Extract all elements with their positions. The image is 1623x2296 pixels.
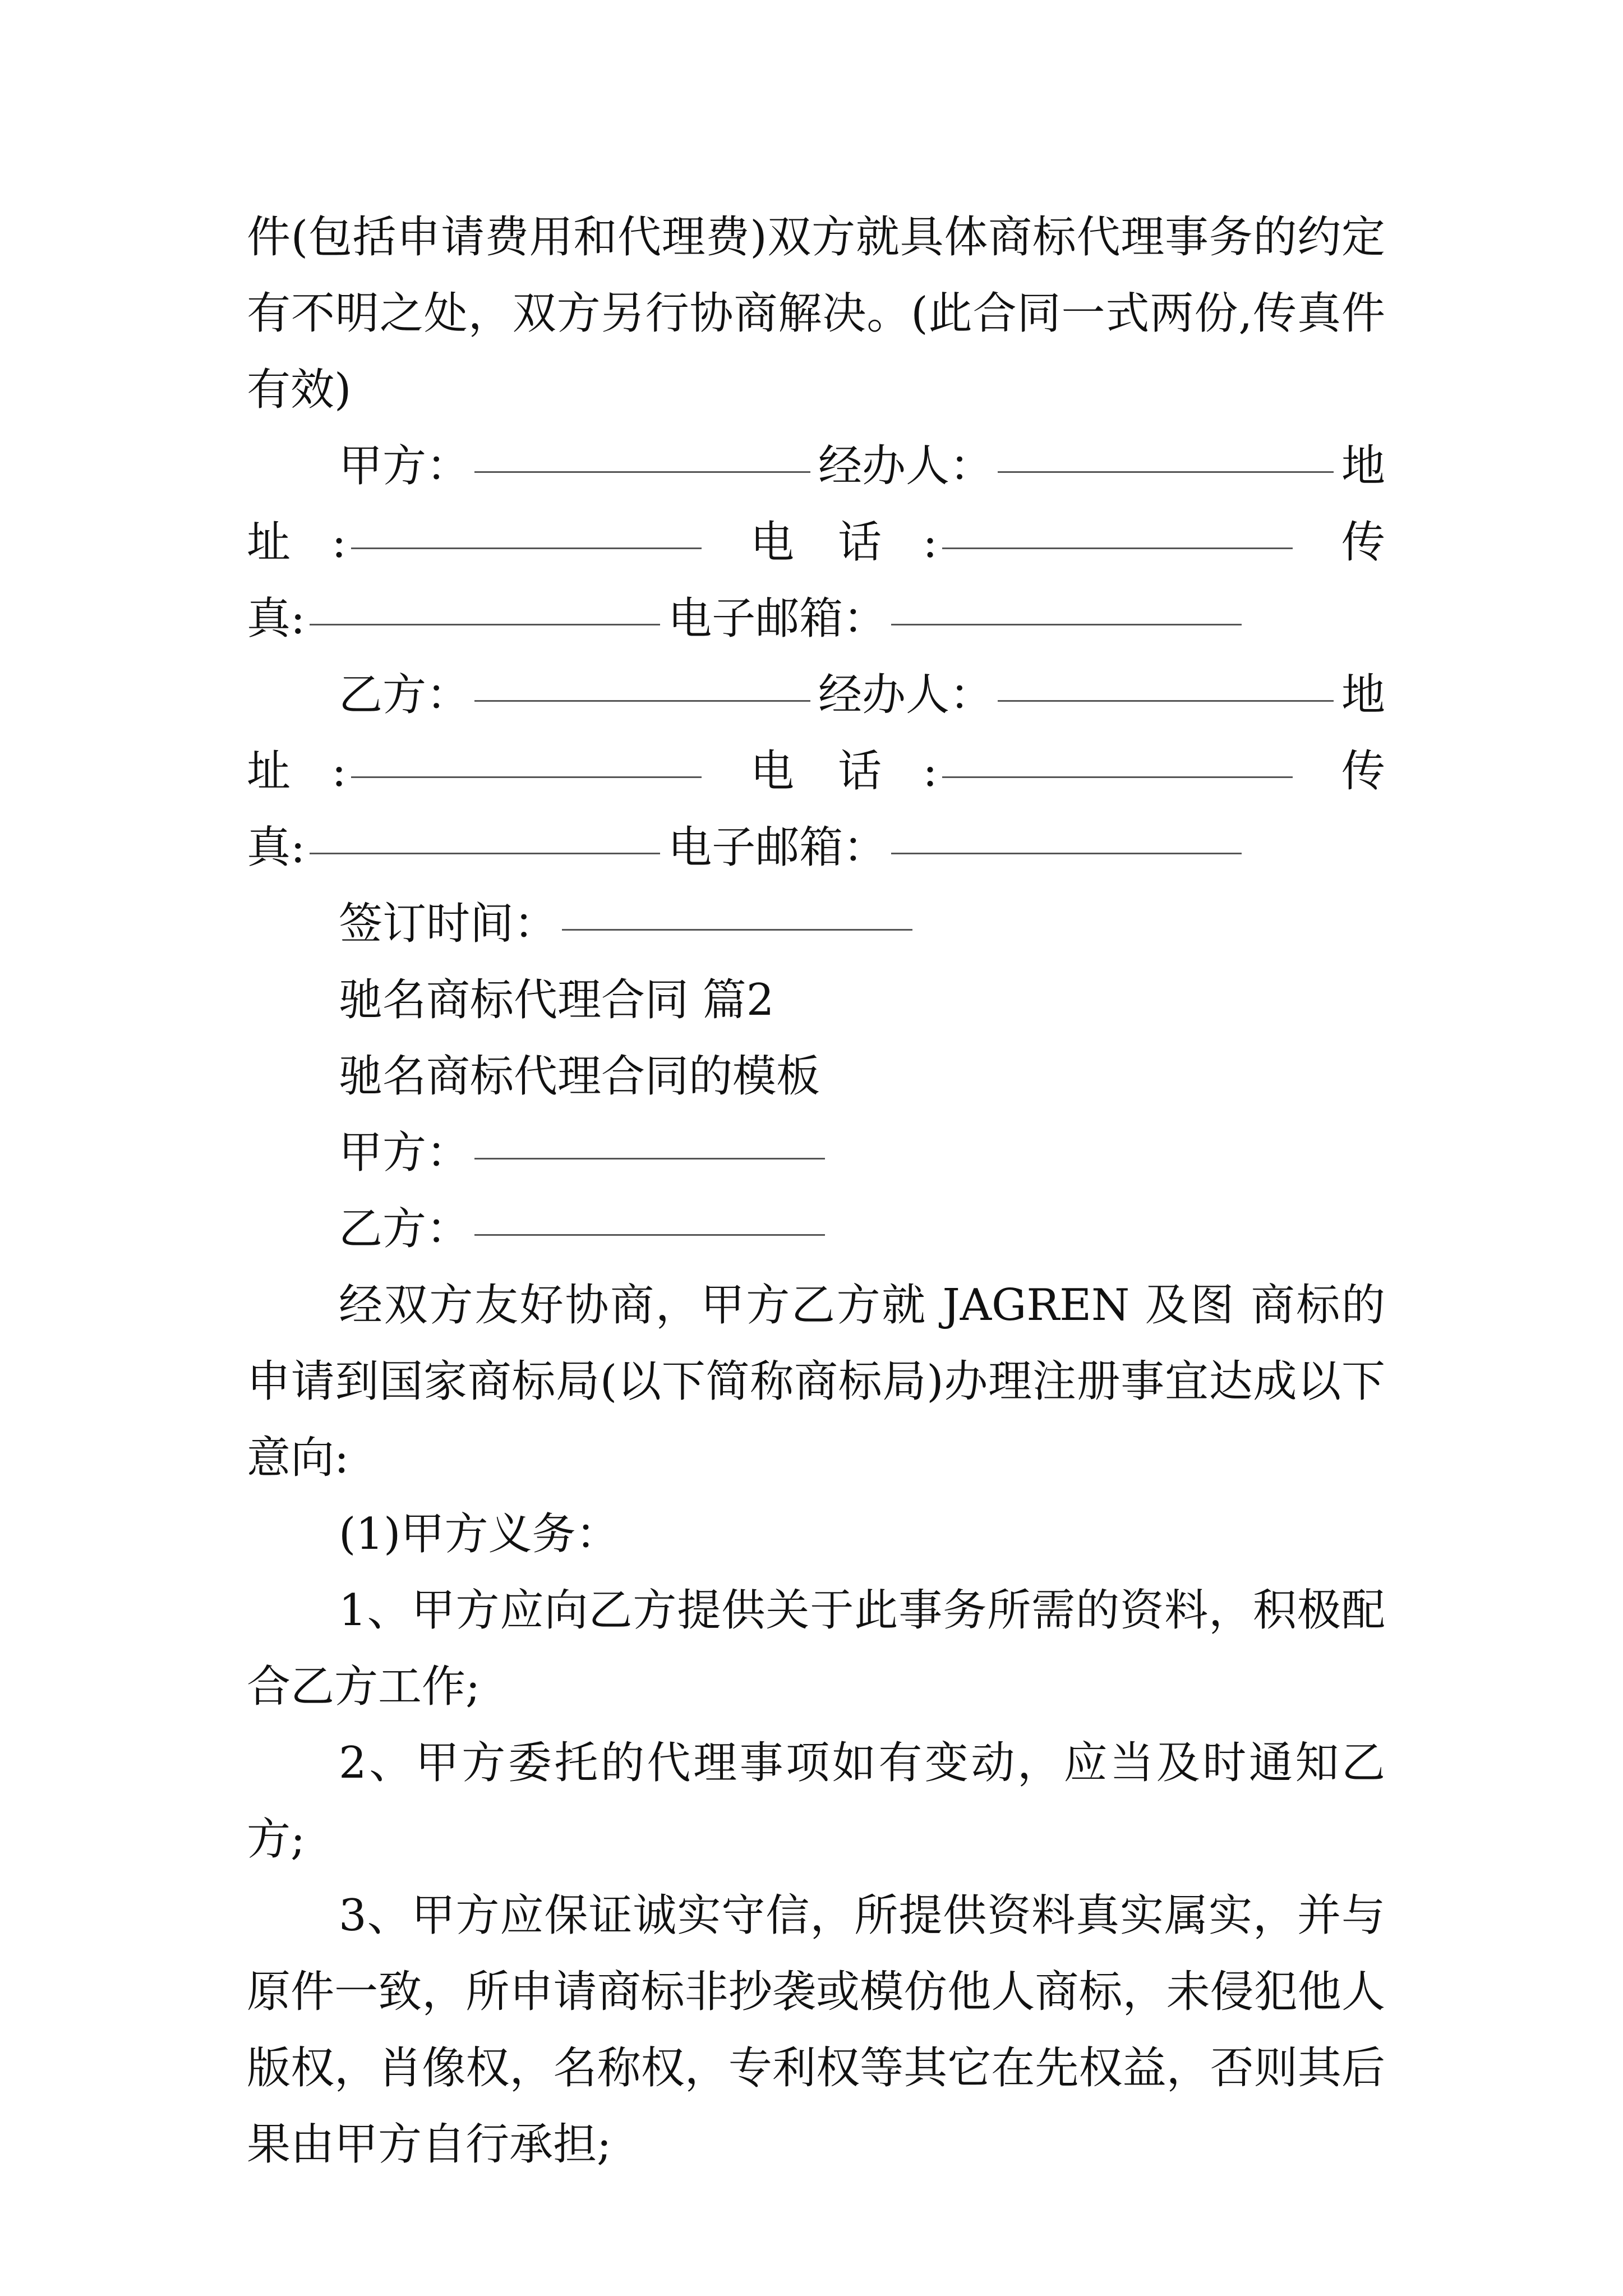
party-b-short-line [247,1191,1385,1267]
party-a-address-line [247,504,1385,581]
party-a-short-blank [474,1157,825,1159]
obligation-item-1: 1、甲方应向乙方提供关于此事务所需的资料，积极配合乙方工作; [247,1585,1385,1712]
section-title-text: 驰名商标代理合同 篇2 [339,975,774,1025]
sign-time-label: 签订时间： [339,899,558,949]
party-b-address-label-2: 址 [247,746,291,797]
party-b-address-label-1: 地 [1341,670,1385,720]
party-a-phone-colon: : [923,517,938,568]
template-title-text: 驰名商标代理合同的模板 [339,1051,820,1102]
party-a-fax-line [247,581,1385,657]
party-b-phone-label: 电 话 [750,746,882,797]
party-b-fax-line [247,809,1385,886]
party-b-address-colon: : [331,746,347,797]
party-a-agent-blank [998,471,1334,473]
party-b-agent-blank [998,700,1334,702]
template-title [247,1038,1385,1115]
party-a-phone-blank [942,547,1293,549]
party-b-fax-blank [310,852,660,854]
party-b-phone-blank [942,776,1293,778]
party-a-agent-label: 经办人： [818,441,993,491]
party-b-address-line [247,733,1385,809]
party-b-short-label: 乙方： [339,1204,471,1254]
party-a-address-blank [351,547,702,549]
party-a-blank [474,471,810,473]
document-body [247,199,1385,2183]
obligation-item-3: 3、甲方应保证诚实守信，所提供资料真实属实，并与原件一致，所申请商标非抄袭或模仿他人商标，未侵犯他人版权，肖像权，名称权，专利权等其它在先权益，否则其后果由甲方自行承担; [247,1890,1385,2170]
party-b-email-label: 电子邮箱： [668,822,887,873]
paragraph-continuation: 件(包括申请费用和代理费)双方就具体商标代理事务的约定有不明之处，双方另行协商解决。(此合同一式两份,传真件有效) [247,212,1385,415]
party-b-email-blank [891,852,1242,854]
party-a-address-label-1: 地 [1341,441,1385,491]
party-a-email-blank [891,623,1242,625]
party-b-phone-colon: : [923,746,938,797]
party-b-fax-label-1: 传 [1341,746,1385,797]
paragraph-intro: 经双方友好协商，甲方乙方就 JAGREN 及图 商标的申请到国家商标局(以下简称商标局)办理注册事宜达成以下意向: [247,1280,1385,1483]
party-a-line [247,428,1385,504]
party-b-fax-label-2: 真: [247,822,306,873]
party-b-line [247,657,1385,733]
party-a-email-label: 电子邮箱： [668,593,887,644]
party-a-address-label-2: 址 [247,517,291,568]
party-a-fax-blank [310,623,660,625]
party-a-short-line [247,1115,1385,1191]
party-a-fax-label-2: 真: [247,593,306,644]
section-title [247,962,1385,1038]
sign-time-line [247,886,1385,962]
party-b-short-blank [474,1234,825,1236]
party-b-agent-label: 经办人： [818,670,993,720]
party-b-blank [474,700,810,702]
party-a-short-label: 甲方： [339,1128,471,1178]
party-a-fax-label-1: 传 [1341,517,1385,568]
party-a-address-colon: : [331,517,347,568]
obligation-title: (1)甲方义务： [339,1509,620,1559]
party-a-label: 甲方： [339,441,471,491]
party-b-label: 乙方： [339,670,471,720]
sign-time-blank [562,928,912,931]
party-a-phone-label: 电 话 [750,517,882,568]
obligation-item-2: 2、甲方委托的代理事项如有变动，应当及时通知乙方; [247,1738,1385,1865]
party-b-address-blank [351,776,702,778]
